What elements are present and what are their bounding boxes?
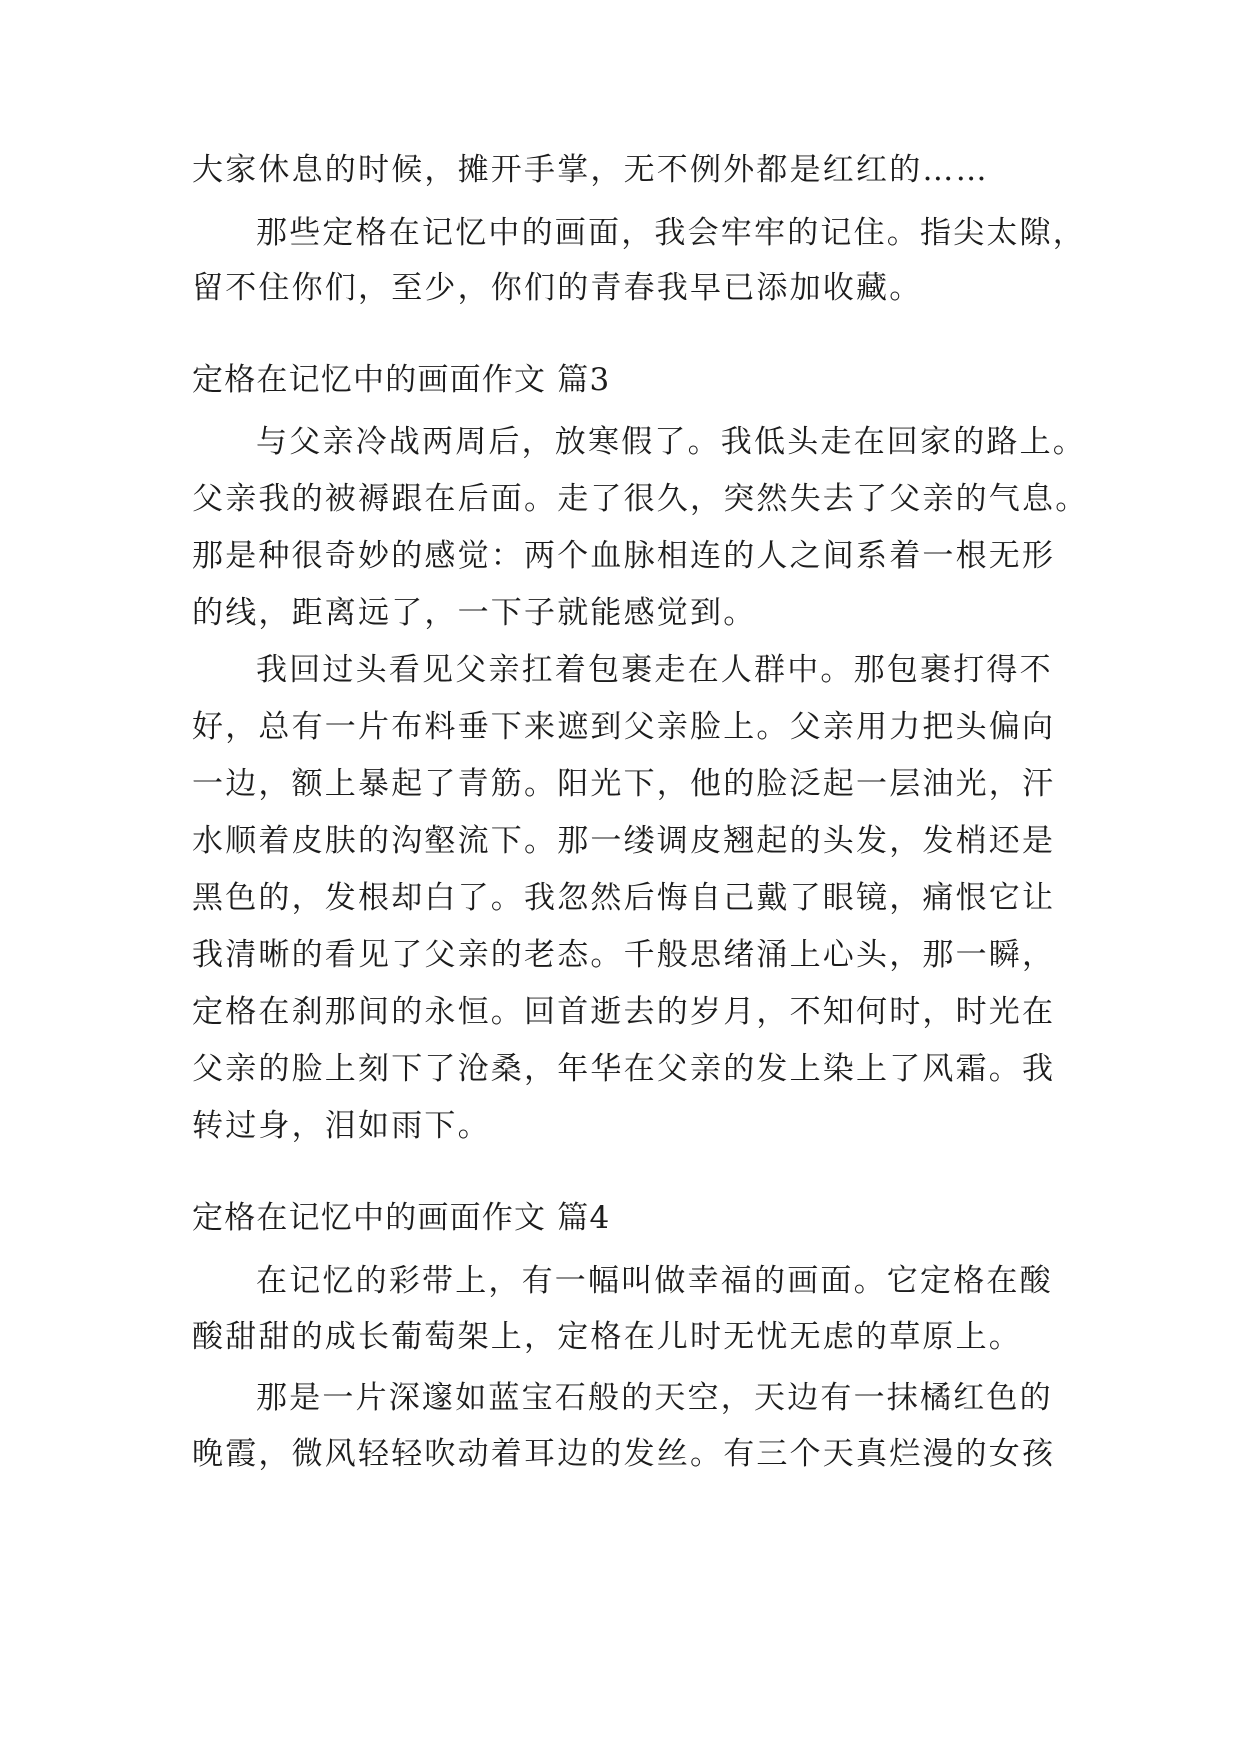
paragraph-line: 一边，额上暴起了青筋。阳光下，他的脸泛起一层油光，汗 <box>192 766 1056 802</box>
paragraph-line: 定格在刹那间的永恒。回首逝去的岁月，不知何时，时光在 <box>192 994 1056 1030</box>
paragraph-line: 父亲的脸上刻下了沧桑，年华在父亲的发上染上了风霜。我 <box>192 1051 1056 1087</box>
paragraph-line: 那是种很奇妙的感觉：两个血脉相连的人之间系着一根无形 <box>192 538 1056 574</box>
paragraph-line: 留不住你们，至少，你们的青春我早已添加收藏。 <box>192 270 923 306</box>
paragraph-line: 在记忆的彩带上，有一幅叫做幸福的画面。它定格在酸 <box>256 1263 1053 1299</box>
paragraph-line: 父亲我的被褥跟在后面。走了很久，突然失去了父亲的气息。 <box>192 481 1089 517</box>
paragraph-line: 的线，距离远了，一下子就能感觉到。 <box>192 595 757 631</box>
paragraph-line: 那些定格在记忆中的画面，我会牢牢的记住。指尖太隙， <box>256 215 1086 251</box>
paragraph-line: 大家休息的时候，摊开手掌，无不例外都是红红的…… <box>192 152 989 188</box>
paragraph-line: 与父亲冷战两周后，放寒假了。我低头走在回家的路上。 <box>256 424 1086 460</box>
paragraph-line: 好，总有一片布料垂下来遮到父亲脸上。父亲用力把头偏向 <box>192 709 1056 745</box>
paragraph-line: 转过身，泪如雨下。 <box>192 1108 491 1144</box>
paragraph-line: 我回过头看见父亲扛着包裹走在人群中。那包裹打得不 <box>256 652 1053 688</box>
paragraph-line: 我清晰的看见了父亲的老态。千般思绪涌上心头，那一瞬， <box>192 937 1056 973</box>
section-heading: 定格在记忆中的画面作文 篇4 <box>192 1200 611 1236</box>
paragraph-line: 晚霞，微风轻轻吹动着耳边的发丝。有三个天真烂漫的女孩 <box>192 1436 1056 1472</box>
paragraph-line: 酸甜甜的成长葡萄架上，定格在儿时无忧无虑的草原上。 <box>192 1319 1022 1355</box>
paragraph-line: 黑色的，发根却白了。我忽然后悔自己戴了眼镜，痛恨它让 <box>192 880 1056 916</box>
paragraph-line: 水顺着皮肤的沟壑流下。那一缕调皮翘起的头发，发梢还是 <box>192 823 1056 859</box>
paragraph-line: 那是一片深邃如蓝宝石般的天空，天边有一抹橘红色的 <box>256 1380 1053 1416</box>
section-heading: 定格在记忆中的画面作文 篇3 <box>192 362 611 398</box>
